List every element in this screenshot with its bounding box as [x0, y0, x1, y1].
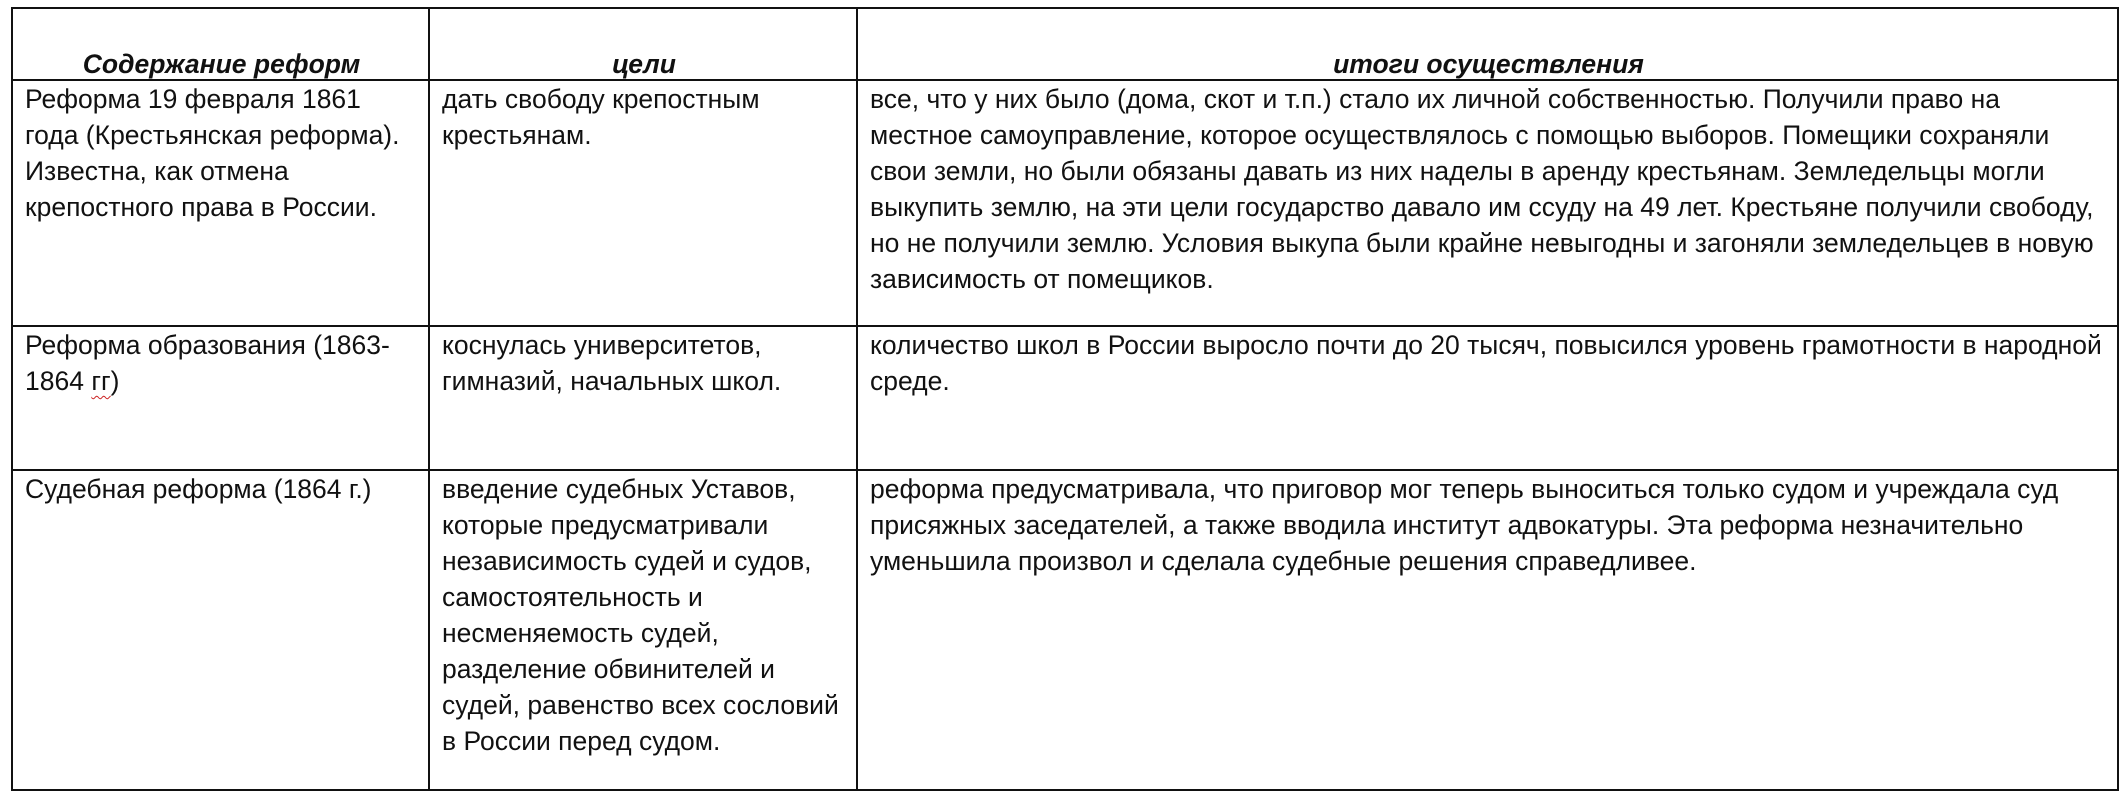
row-2-goals-text: коснулась университетов, гимназий, начальных школ. — [442, 330, 782, 396]
table-row — [12, 80, 2118, 326]
spellcheck-marked-word: гг — [91, 366, 111, 396]
row-2-content-end: ) — [110, 366, 120, 396]
row-3-goals-text: введение судебных Уставов, которые предусматривали независимость судей и судов, самостоятельность и несменяемость судей, разделение обвинителей и судей, равенство всех сословий в России перед судом. — [442, 474, 839, 756]
reforms-table — [11, 7, 2119, 791]
row-2-content-text — [25, 327, 418, 399]
header-content: Содержание реформ — [12, 8, 429, 80]
row-1-content — [12, 80, 429, 326]
row-1-goals-text: дать свободу крепостным крестьянам. — [442, 84, 760, 150]
row-1-results — [857, 80, 2118, 326]
header-results: итоги осуществления — [857, 8, 2118, 80]
row-2-content-main: Реформа образования (1863-1864 — [25, 330, 390, 396]
row-3-results — [857, 470, 2118, 790]
table-row — [12, 470, 2118, 790]
row-3-content-text: Судебная реформа (1864 г.) — [25, 474, 372, 504]
row-2-results — [857, 326, 2118, 470]
table-header-row — [12, 8, 2118, 80]
row-3-results-text: реформа предусматривала, что приговор мог теперь выноситься только судом и учреждала суд присяжных заседателей, а также вводила институт адвокатуры. Эта реформа незначительно уменьшила произвол и сделала судебные решения справедливее. — [870, 474, 2059, 576]
row-1-content-text: Реформа 19 февраля 1861 года (Крестьянская реформа). Известна, как отмена крепостного права в России. — [25, 84, 400, 222]
row-1-results-text: все, что у них было (дома, скот и т.п.) стало их личной собственностью. Получили право на местное самоуправление, которое осуществлялось с помощью выборов. Помещики сохраняли свои земли, но были обязаны давать из них наделы в аренду крестьянам. Земледельцы могли выкупить землю, на эти цели государство давало им ссуду на 49 лет. Крестьяне получили свободу, но не получили землю. Условия выкупа были крайне невыгодны и загоняли земледельцев в новую зависимость от помещиков. — [870, 84, 2094, 294]
row-2-content — [12, 326, 429, 470]
row-2-goals — [429, 326, 857, 470]
header-goals: цели — [429, 8, 857, 80]
row-3-content — [12, 470, 429, 790]
row-1-goals — [429, 80, 857, 326]
table-row — [12, 326, 2118, 470]
row-3-goals — [429, 470, 857, 790]
row-2-results-text: количество школ в России выросло почти до 20 тысяч, повысился уровень грамотности в народной среде. — [870, 330, 2102, 396]
